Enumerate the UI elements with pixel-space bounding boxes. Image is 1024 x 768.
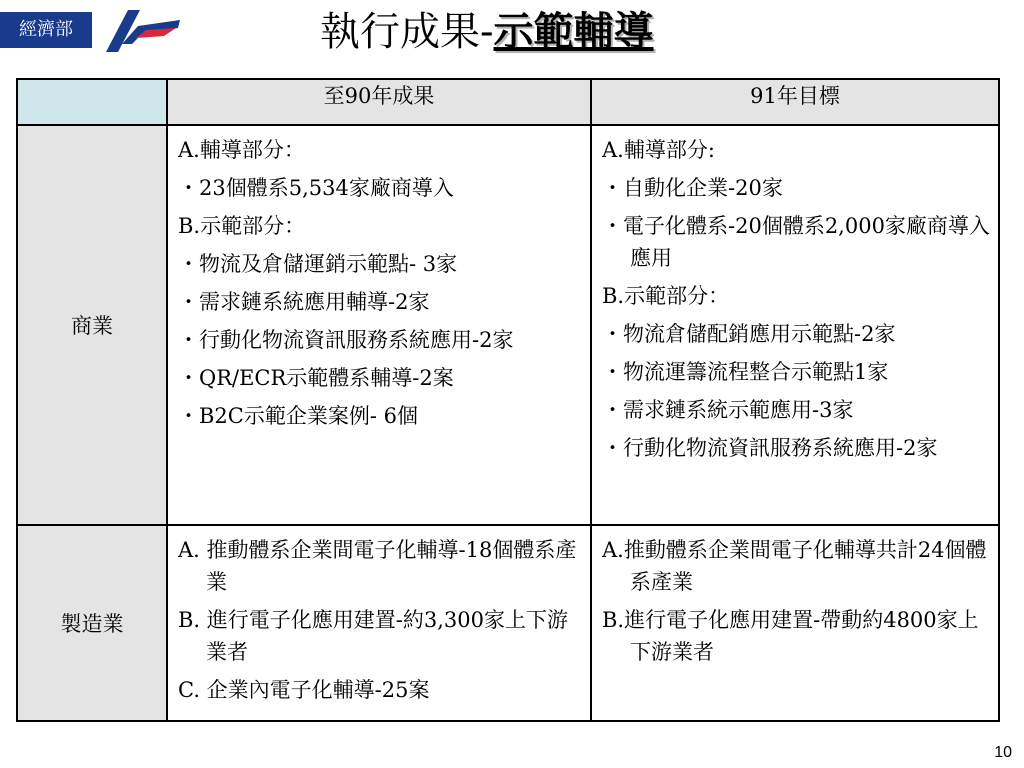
- list-item: ・物流及倉儲運銷示範點- 3家: [178, 252, 458, 276]
- header-corner-cell: [17, 79, 167, 125]
- list-item: ・需求鏈系統示範應用-3家: [602, 398, 854, 422]
- row-label-commerce: 商業: [17, 125, 167, 525]
- list-item: ・自動化企業-20家: [602, 176, 783, 200]
- manufacturing-results-cell: [167, 525, 591, 721]
- logo-text: 經濟部: [19, 19, 73, 40]
- commerce-target-cell: [591, 125, 999, 525]
- list-item: ・23個體系5,534家廠商導入: [178, 176, 454, 200]
- list-item: ・物流運籌流程整合示範點1家: [602, 360, 889, 384]
- list-item: B.進行電子化應用建置-帶動約4800家上下游業者: [602, 608, 979, 664]
- list-item: C. 企業內電子化輔導-25案: [178, 678, 430, 702]
- header-results-90: 至90年成果: [167, 79, 591, 125]
- ministry-logo: [0, 12, 92, 48]
- list-item: ・電子化體系-20個體系2,000家廠商導入應用: [602, 214, 990, 270]
- list-item: ・B2C示範企業案例- 6個: [178, 404, 418, 428]
- page-number: 10: [994, 744, 1012, 761]
- list-item: B.示範部分：: [178, 214, 306, 238]
- list-item: A. 推動體系企業間電子化輔導-18個體系產業: [178, 538, 577, 594]
- list-item: ・行動化物流資訊服務系統應用-2家: [602, 436, 938, 460]
- manufacturing-target-cell: [591, 525, 999, 721]
- list-item: ・需求鏈系統應用輔導-2家: [178, 290, 430, 314]
- list-item: ・QR/ECR示範體系輔導-2案: [178, 366, 454, 390]
- row-label-manufacturing: 製造業: [17, 525, 167, 721]
- commerce-results-cell: [167, 125, 591, 525]
- title-emphasis: 示範輔導: [493, 9, 654, 55]
- table-header-row: [17, 79, 999, 125]
- title-plain: 執行成果-: [320, 9, 494, 55]
- ministry-emblem-icon: [98, 6, 182, 54]
- list-item: A.推動體系企業間電子化輔導共計24個體系產業: [602, 538, 987, 594]
- list-item: A.輔導部分:: [602, 138, 715, 162]
- table-row-commerce: [17, 125, 999, 525]
- table-row-manufacturing: [17, 525, 999, 721]
- results-table: [16, 78, 1000, 722]
- header-target-91: 91年目標: [591, 79, 999, 125]
- page-title: [320, 2, 654, 62]
- list-item: ・行動化物流資訊服務系統應用-2家: [178, 328, 514, 352]
- list-item: ・物流倉儲配銷應用示範點-2家: [602, 322, 896, 346]
- slide-header: [0, 0, 1024, 70]
- list-item: B. 進行電子化應用建置-約3,300家上下游業者: [178, 608, 568, 664]
- list-item: A.輔導部分：: [178, 138, 305, 162]
- list-item: B.示範部分：: [602, 284, 730, 308]
